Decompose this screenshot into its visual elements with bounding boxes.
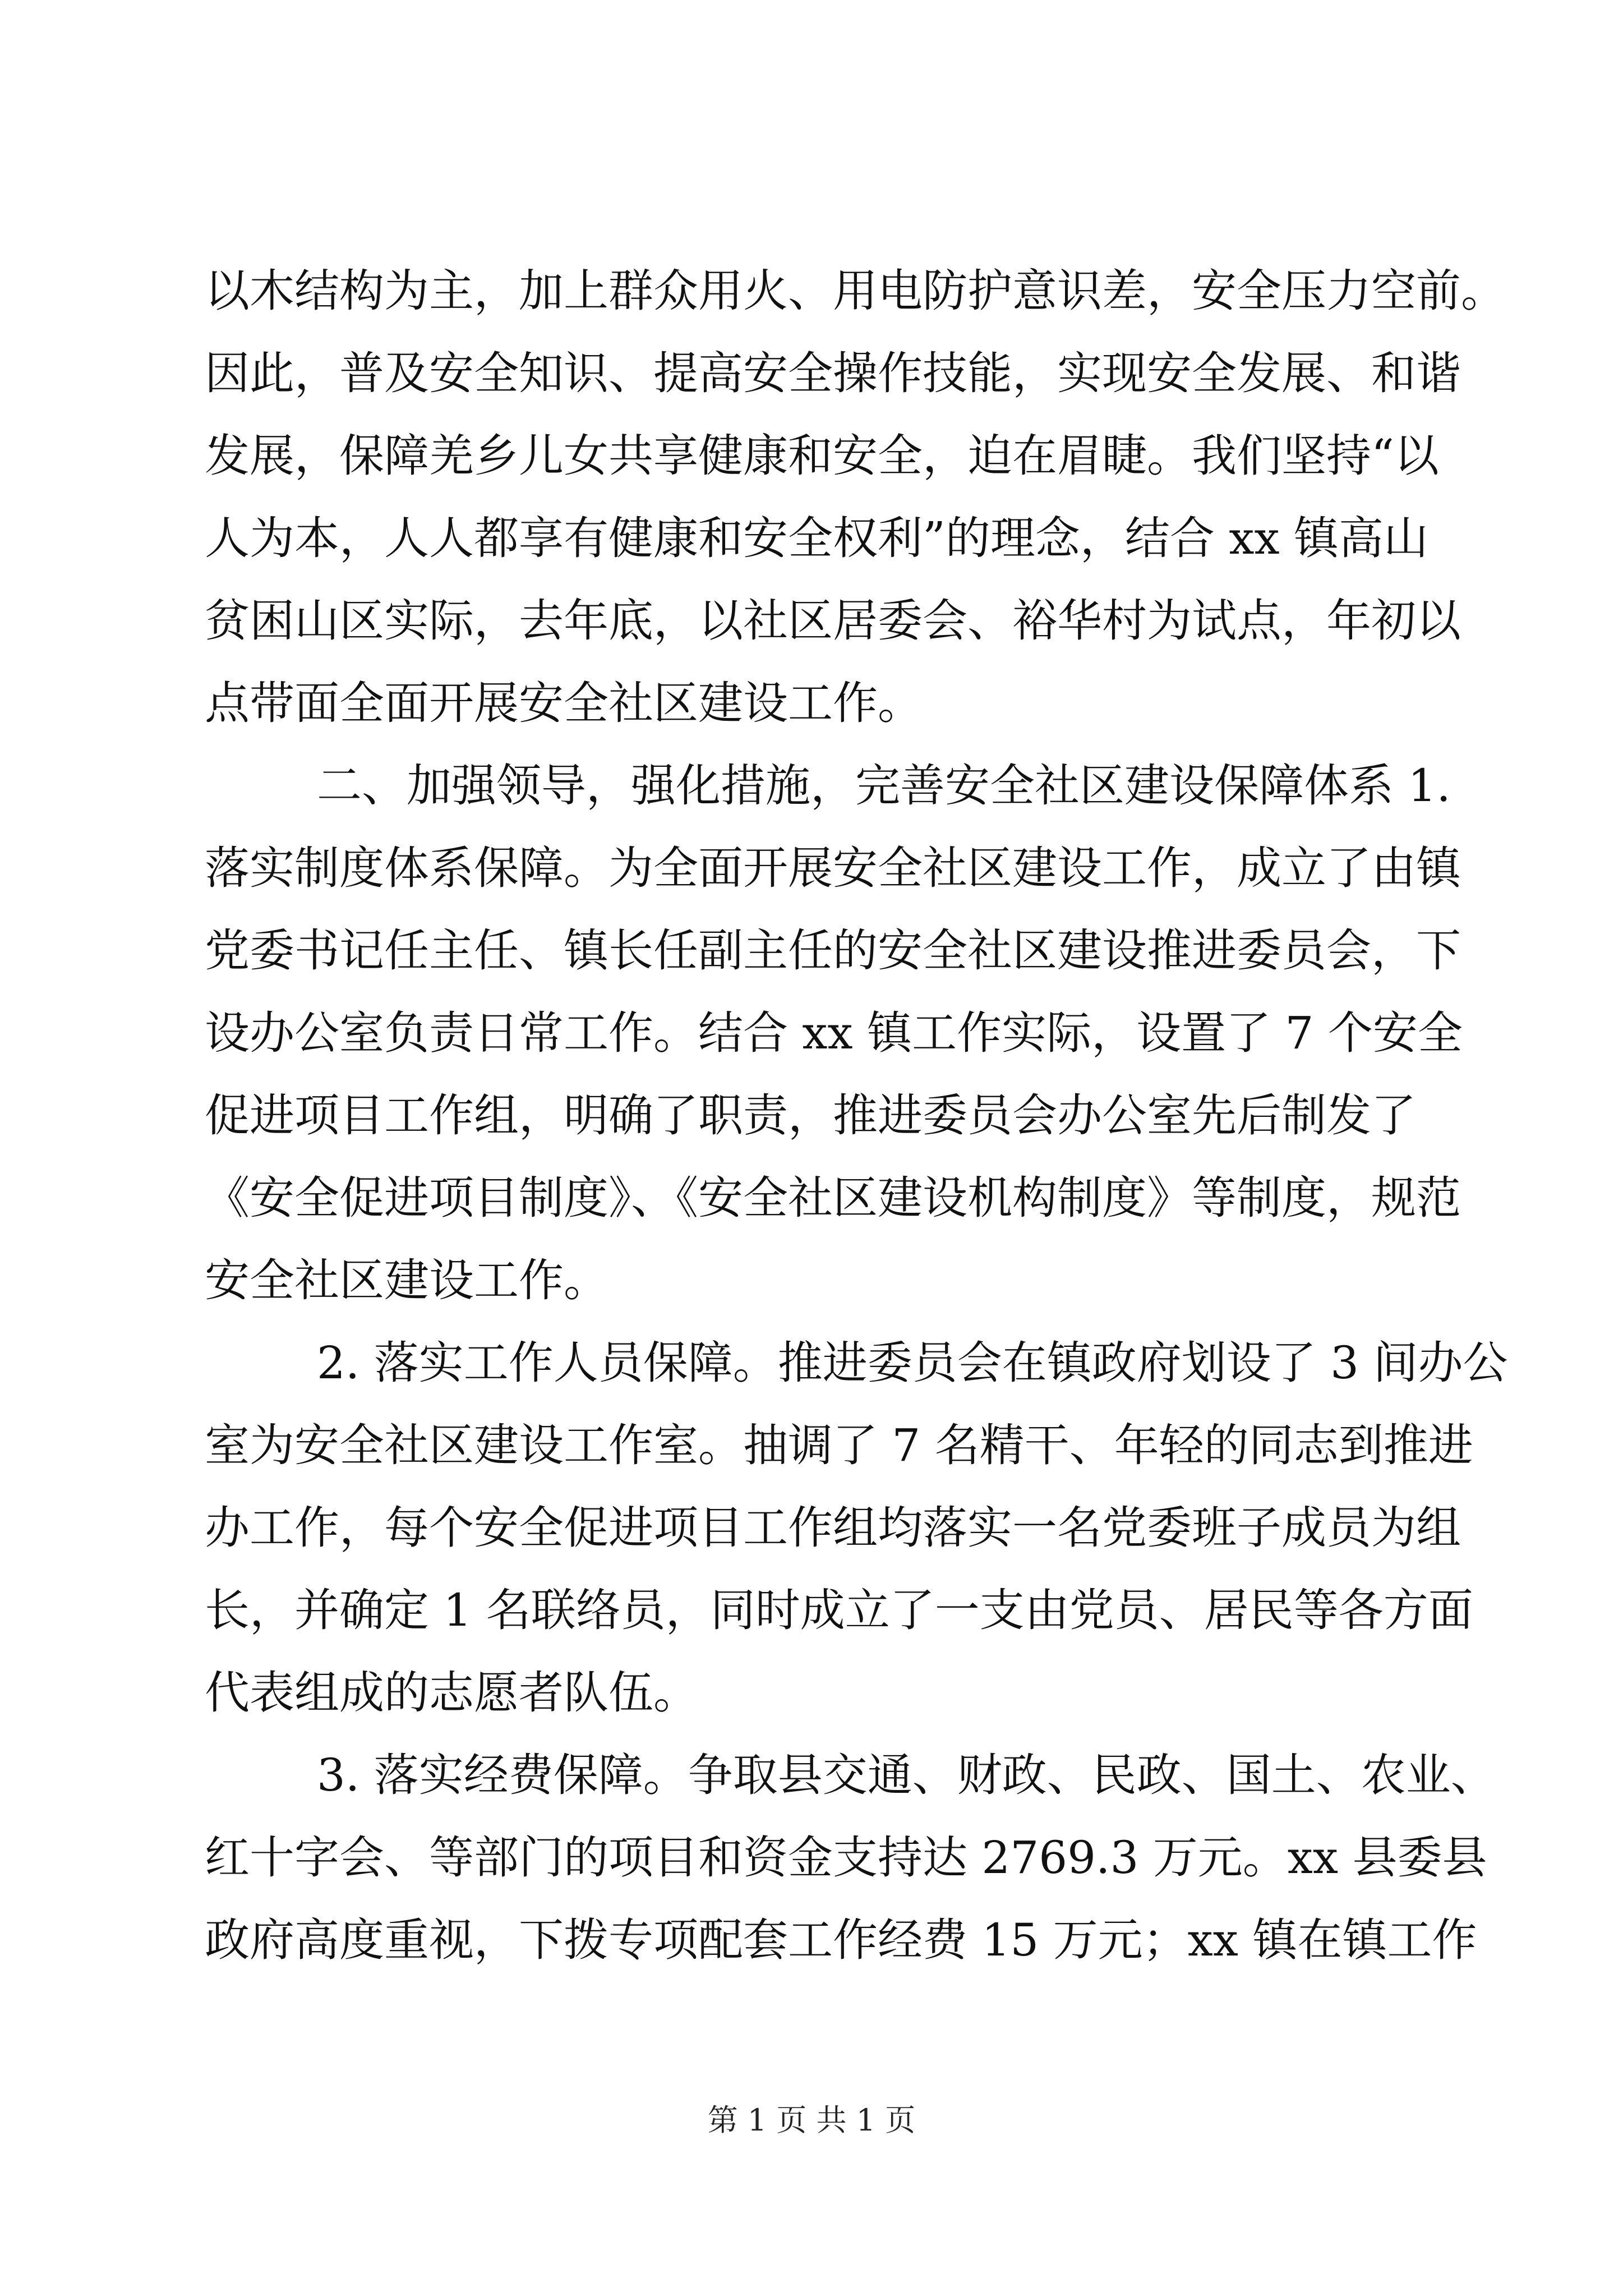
text-line: 红十字会、等部门的项目和资金支持达 2769.3 万元。xx 县委县 xyxy=(205,1832,1487,1884)
text-line: 贫困山区实际，去年底，以社区居委会、裕华村为试点，年初以 xyxy=(205,595,1461,647)
page-number-label: 第 1 页 共 1 页 xyxy=(707,2102,916,2138)
text-line: 安全社区建设工作。 xyxy=(205,1254,608,1306)
text-line: 党委书记任主任、镇长任副主任的安全社区建设推进委员会，下 xyxy=(205,924,1461,977)
text-line: 设办公室负责日常工作。结合 xx 镇工作实际，设置了 7 个安全 xyxy=(205,1007,1463,1059)
section-heading-line: 二、加强领导，强化措施，完善安全社区建设保障体系 1. xyxy=(317,760,1451,812)
text-line: 代表组成的志愿者队伍。 xyxy=(205,1667,698,1719)
text-line: 点带面全面开展安全社区建设工作。 xyxy=(205,677,923,729)
text-line: 落实制度体系保障。为全面开展安全社区建设工作，成立了由镇 xyxy=(205,842,1461,894)
body-text xyxy=(205,250,1508,1981)
text-line: 发展，保障羌乡儿女共享健康和安全，迫在眉睫。我们坚持“以 xyxy=(205,430,1439,482)
page-footer xyxy=(0,2101,1623,2140)
text-line: 长，并确定 1 名联络员，同时成立了一支由党员、居民等各方面 xyxy=(205,1584,1473,1636)
text-line: 因此，普及安全知识、提高安全操作技能，实现安全发展、和谐 xyxy=(205,347,1461,399)
paragraph-start-line: 2. 落实工作人员保障。推进委员会在镇政府划设了 3 间办公 xyxy=(317,1337,1508,1389)
text-line: 办工作，每个安全促进项目工作组均落实一名党委班子成员为组 xyxy=(205,1502,1461,1554)
text-line: 《安全促进项目制度》、《安全社区建设机构制度》等制度，规范 xyxy=(205,1172,1461,1224)
text-line: 室为安全社区建设工作室。抽调了 7 名精干、年轻的同志到推进 xyxy=(205,1419,1473,1471)
text-line: 以木结构为主，加上群众用火、用电防护意识差，安全压力空前。 xyxy=(205,265,1506,317)
text-line: 人为本，人人都享有健康和安全权利”的理念，结合 xx 镇高山 xyxy=(205,512,1428,564)
text-line: 政府高度重视，下拨专项配套工作经费 15 万元；xx 镇在镇工作 xyxy=(205,1914,1477,1966)
text-line: 促进项目工作组，明确了职责，推进委员会办公室先后制发了 xyxy=(205,1089,1416,1142)
paragraph-start-line: 3. 落实经费保障。争取县交通、财政、民政、国土、农业、 xyxy=(317,1749,1496,1801)
